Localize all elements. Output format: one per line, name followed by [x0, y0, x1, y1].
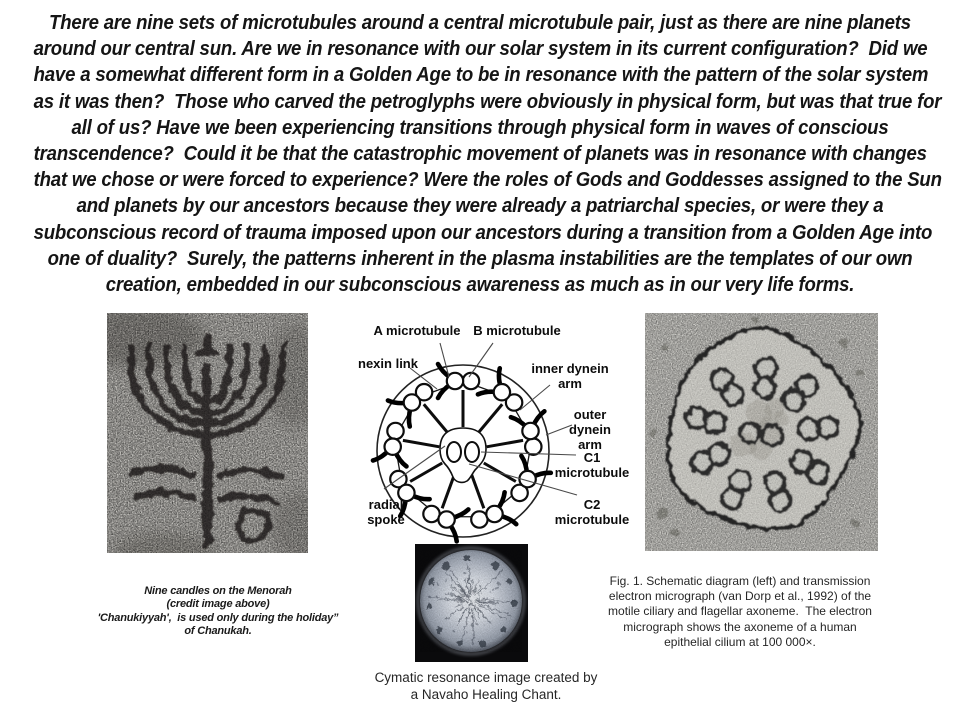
caption-line: Cymatic resonance image created by — [374, 670, 598, 685]
label-nexin-link: nexin link — [358, 356, 418, 371]
label-c1-microtubule: microtubule — [554, 465, 630, 480]
cymatic-caption — [356, 670, 616, 703]
caption-line: epithelial cilium at 100 000×. — [664, 634, 816, 649]
label-a-microtubule: A microtubule — [373, 323, 461, 338]
paragraph-line: subconscious record of trauma imposed upon our ancestors during a transition from a Golden Age into — [33, 221, 933, 244]
paragraph-line: There are nine sets of microtubules around a central microtubule pair, just as there are nine planets — [49, 12, 911, 34]
axoneme-diagram-art — [350, 315, 645, 545]
caption-line: motile ciliary and flagellar axoneme. The electron — [608, 604, 872, 619]
label-c2-microtubule: microtubule — [554, 512, 630, 527]
caption-line: Nine candles on the Menorah — [144, 585, 292, 597]
electron-micrograph-image — [645, 313, 878, 551]
menorah-petroglyph-art — [107, 313, 308, 553]
caption-line: a Navaho Healing Chant. — [410, 686, 562, 702]
caption-line: Fig. 1. Schematic diagram (left) and transmission — [609, 574, 871, 588]
slide-body-text — [33, 10, 942, 298]
fig1-caption — [592, 574, 888, 650]
label-inner-dynein: inner dynein — [531, 361, 609, 376]
label-c2: C2 — [583, 497, 601, 512]
caption-line: (credit image above) — [166, 598, 270, 611]
paragraph-line: creation, embedded in our subconscious awareness as much as in our very life forms. — [105, 274, 855, 297]
cymatic-art — [415, 544, 528, 662]
axoneme-schematic-diagram — [350, 315, 645, 545]
label-outer-dynein: dynein — [569, 422, 611, 437]
paragraph-line: transcendence? Could it be that the catastrophic movement of planets was in resonance with changes — [33, 143, 927, 166]
label-c1: C1 — [583, 450, 601, 465]
label-b-microtubule: B microtubule — [473, 323, 561, 338]
caption-line: of Chanukah. — [184, 625, 252, 638]
menorah-caption — [68, 585, 368, 639]
menorah-petroglyph-image — [107, 313, 308, 553]
label-outer: outer — [573, 407, 607, 422]
paragraph-line: as it was then? Those who carved the petroglyphs were obviously in physical form, but was that true for — [33, 90, 942, 113]
paragraph-line: one of duality? Surely, the patterns inherent in the plasma instabilities are the templates of our own — [47, 247, 913, 270]
caption-line: micrograph shows the axoneme of a human — [623, 619, 857, 634]
label-radial-spoke: spoke — [367, 512, 405, 527]
paragraph-line: have a somewhat different form in a Golden Age to be in resonance with the pattern of the solar system — [33, 64, 929, 87]
paragraph-line: that we chose or were forced to experience? Were the roles of Gods and Goddesses assigned to the Sun — [33, 169, 942, 192]
paragraph-line: all of us? Have we been experiencing transitions through physical form in waves of conscious — [71, 116, 889, 139]
label-radial: radial — [368, 497, 404, 512]
electron-micrograph-art — [645, 313, 878, 551]
cymatic-resonance-image — [415, 544, 528, 662]
label-outer-dynein-arm: arm — [578, 437, 602, 452]
paragraph-line: and planets by our ancestors because they were already a patriarchal species, or were they a — [76, 195, 884, 218]
caption-line: electron micrograph (van Dorp et al., 1992) of the — [608, 589, 872, 604]
label-inner-dynein-arm: arm — [558, 376, 582, 391]
paragraph-line: around our central sun. Are we in resonance with our solar system in its current configuration? Did we — [33, 38, 928, 61]
caption-line: 'Chanukiyyah', is used only during the holiday” — [97, 611, 339, 624]
